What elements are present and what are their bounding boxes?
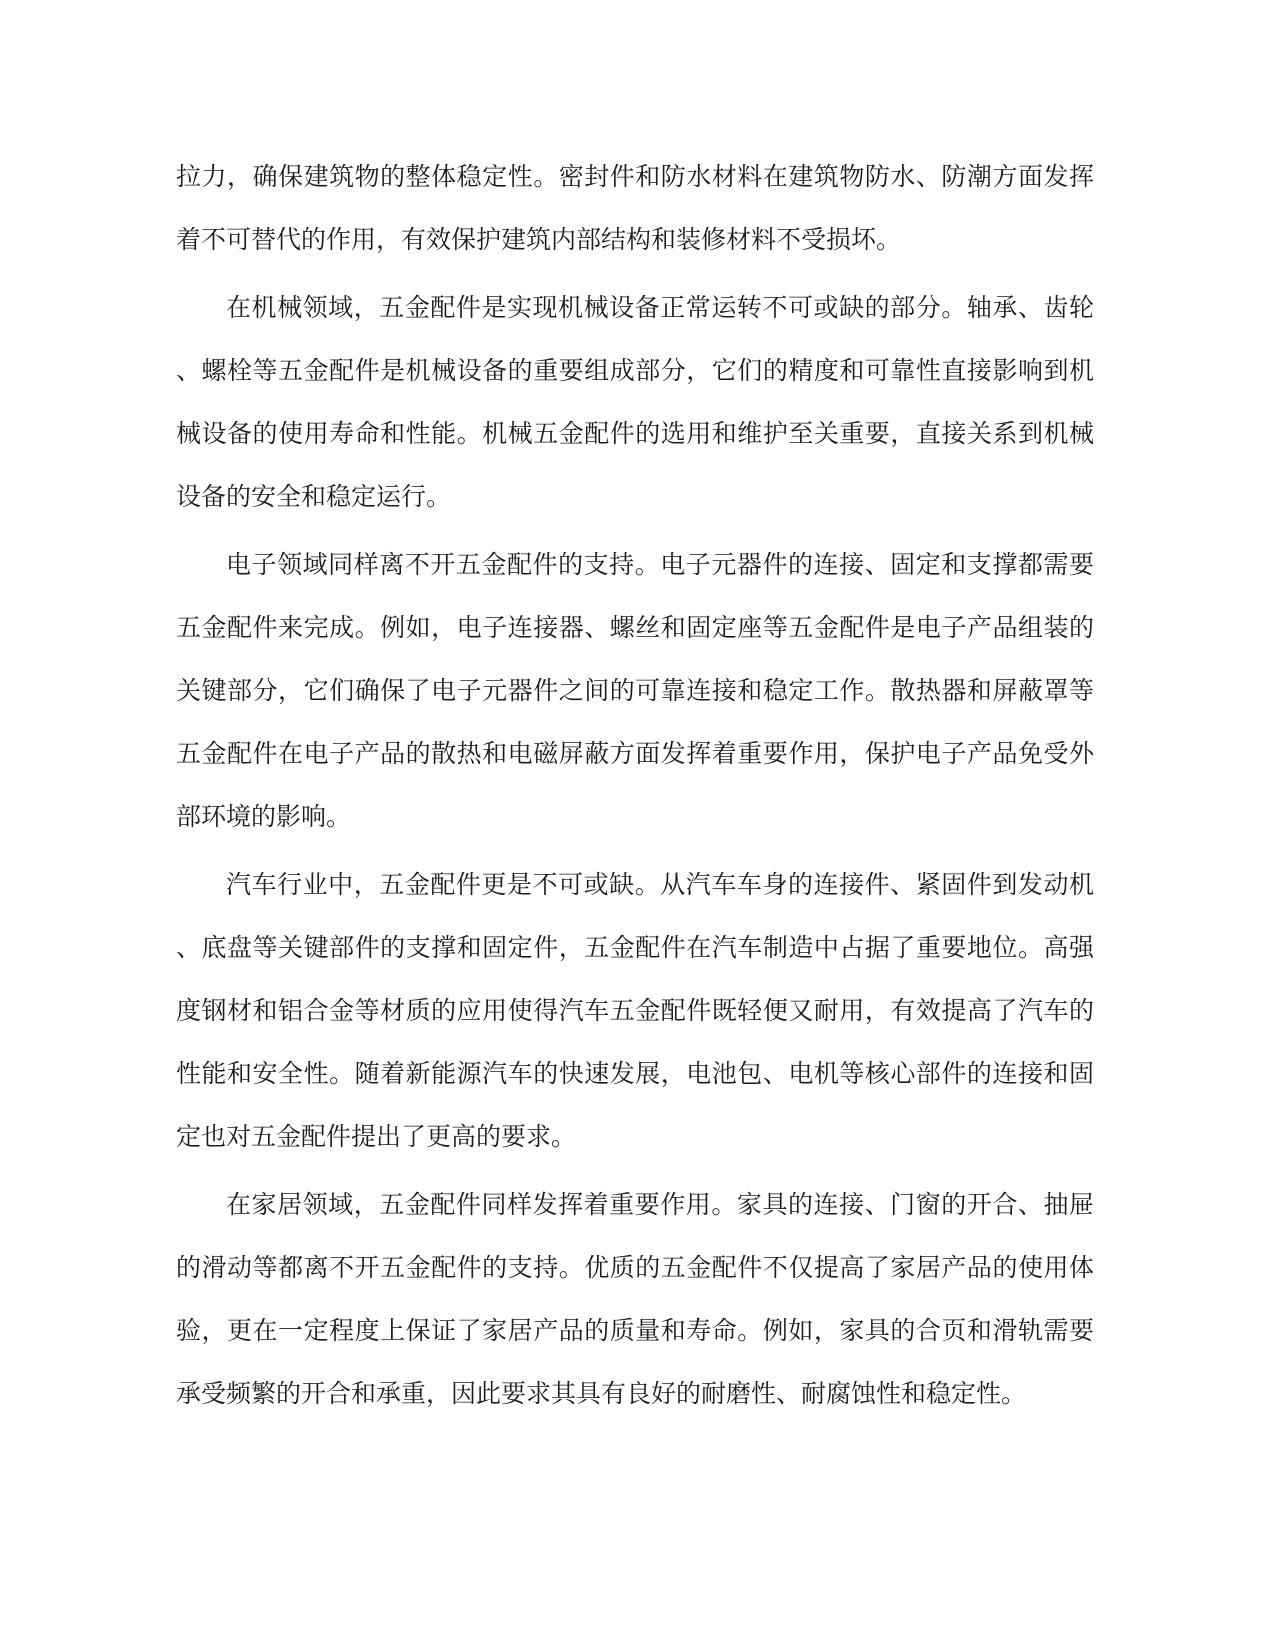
paragraph-1: 拉力，确保建筑物的整体稳定性。密封件和防水材料在建筑物防水、防潮方面发挥着不可替代的作用，有效保护建筑内部结构和装修材料不受损坏。 — [176, 163, 1094, 254]
paragraph-2: 在机械领域，五金配件是实现机械设备正常运转不可或缺的部分。轴承、齿轮、螺栓等五金配件是机械设备的重要组成部分，它们的精度和可靠性直接影响到机械设备的使用寿命和性能。机械五金配件的选用和维护至关重要，直接关系到机械设备的安全和稳定运行。 — [176, 294, 1094, 511]
paragraph-3: 电子领域同样离不开五金配件的支持。电子元器件的连接、固定和支撑都需要五金配件来完成。例如，电子连接器、螺丝和固定座等五金配件是电子产品组装的关键部分，它们确保了电子元器件之间的可靠连接和稳定工作。散热器和屏蔽罩等五金配件在电子产品的散热和电磁屏蔽方面发挥着重要作用，保护电子产品免受外部环境的影响。 — [176, 551, 1094, 831]
document-text-block — [176, 146, 1094, 1431]
paragraph-4: 汽车行业中，五金配件更是不可或缺。从汽车车身的连接件、紧固件到发动机、底盘等关键部件的支撑和固定件，五金配件在汽车制造中占据了重要地位。高强度钢材和铝合金等材质的应用使得汽车五金配件既轻便又耐用，有效提高了汽车的性能和安全性。随着新能源汽车的快速发展，电池包、电机等核心部件的连接和固定也对五金配件提出了更高的要求。 — [176, 871, 1094, 1151]
paragraph-5: 在家居领域，五金配件同样发挥着重要作用。家具的连接、门窗的开合、抽屉的滑动等都离不开五金配件的支持。优质的五金配件不仅提高了家居产品的使用体验，更在一定程度上保证了家居产品的质量和寿命。例如，家具的合页和滑轨需要承受频繁的开合和承重，因此要求其具有良好的耐磨性、耐腐蚀性和稳定性。 — [176, 1191, 1094, 1408]
